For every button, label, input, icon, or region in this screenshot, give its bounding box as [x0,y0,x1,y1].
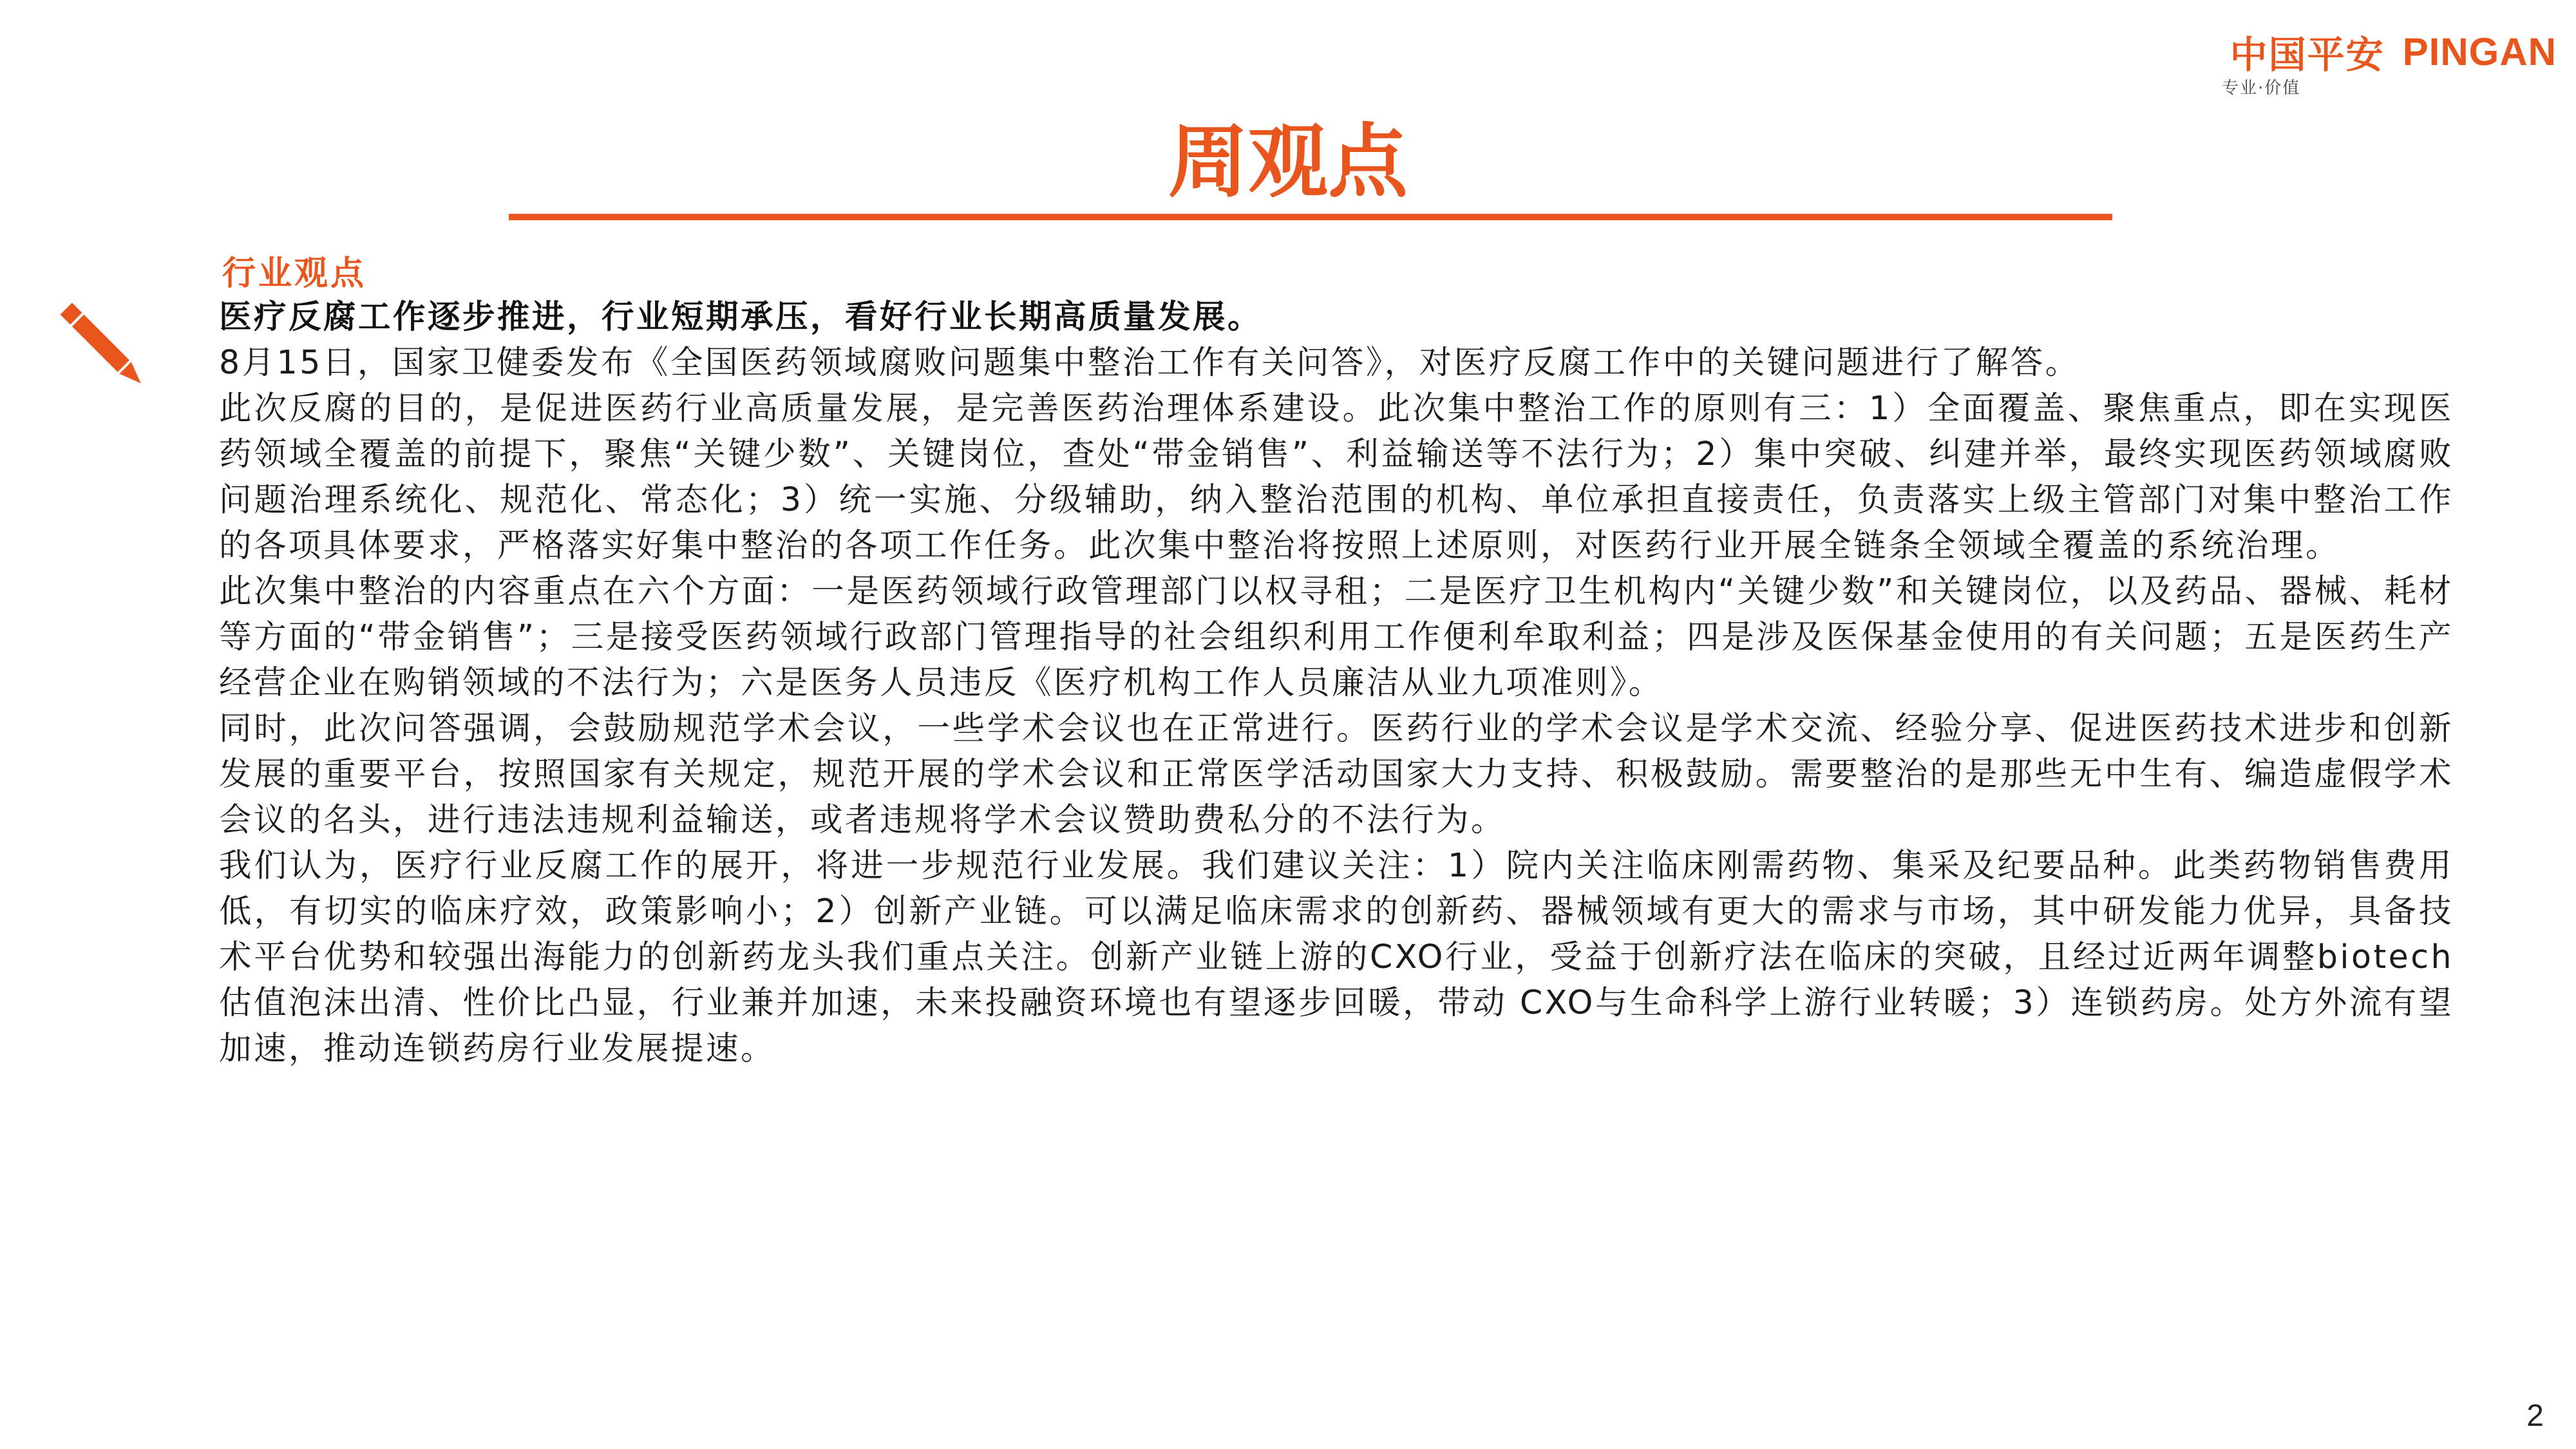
section-heading: 行业观点 [222,254,367,293]
page-number: 2 [2526,1399,2544,1433]
brand-logo [2170,24,2557,102]
paragraph: 同时，此次问答强调，会鼓励规范学术会议，一些学术会议也在正常进行。医药行业的学术会议是学术交流、经验分享、促进医药技术进步和创新发展的重要平台，按照国家有关规定，规范开展的学术会议和正常医学活动国家大力支持、积极鼓励。需要整治的是那些无中生有、编造虚假学术会议的名头，进行违法违规利益输送，或者违规将学术会议赞助费私分的不法行为。 [219,709,2454,838]
logo-tagline: 专业·价值 [2222,79,2301,98]
lead-statement: 医疗反腐工作逐步推进，行业短期承压，看好行业长期高质量发展。 [219,298,1262,336]
title-underline [509,214,2112,220]
body-content [219,294,2454,1071]
logo-name-cn: 中国平安 [2230,33,2385,77]
paragraph: 此次反腐的目的，是促进医药行业高质量发展，是完善医药治理体系建设。此次集中整治工作的原则有三：1）全面覆盖、聚焦重点，即在实现医药领域全覆盖的前提下，聚焦“关键少数”、关键岗位，查处“带金销售”、利益输送等不法行为；2）集中突破、纠建并举，最终实现医药领域腐败问题治理系统化、规范化、常态化；3）统一实施、分级辅助，纳入整治范围的机构、单位承担直接责任，负责落实上级主管部门对集中整治工作的各项具体要求，严格落实好集中整治的各项工作任务。此次集中整治将按照上述原则，对医药行业开展全链条全领域全覆盖的系统治理。 [219,389,2454,564]
pencil-icon [45,289,161,404]
logo-name-en: PINGAN [2402,30,2557,73]
paragraph: 8月15日，国家卫健委发布《全国医药领域腐败问题集中整治工作有关问答》，对医疗反腐工作中的关键问题进行了解答。 [219,343,2080,381]
page-title: 周观点 [1168,116,1408,209]
paragraph: 我们认为，医疗行业反腐工作的展开，将进一步规范行业发展。我们建议关注：1）院内关注临床刚需药物、集采及纪要品种。此类药物销售费用低，有切实的临床疗效，政策影响小；2）创新产业链。可以满足临床需求的创新药、器械领域有更大的需求与市场，其中研发能力优异，具备技术平台优势和较强出海能力的创新药龙头我们重点关注。创新产业链上游的CXO行业，受益于创新疗法在临床的突破，且经过近两年调整biotech估值泡沫出清、性价比凸显，行业兼并加速，未来投融资环境也有望逐步回暖，带动 CXO与生命科学上游行业转暖；3）连锁药房。处方外流有望加速，推动连锁药房行业发展提速。 [219,846,2454,1067]
logo-wordmark [2230,24,2557,79]
paragraph: 此次集中整治的内容重点在六个方面：一是医药领域行政管理部门以权寻租；二是医疗卫生机构内“关键少数”和关键岗位，以及药品、器械、耗材等方面的“带金销售”；三是接受医药领域行政部门管理指导的社会组织利用工作便利牟取利益；四是涉及医保基金使用的有关问题；五是医药生产经营企业在购销领域的不法行为；六是医务人员违反《医疗机构工作人员廉洁从业九项准则》。 [219,572,2454,701]
